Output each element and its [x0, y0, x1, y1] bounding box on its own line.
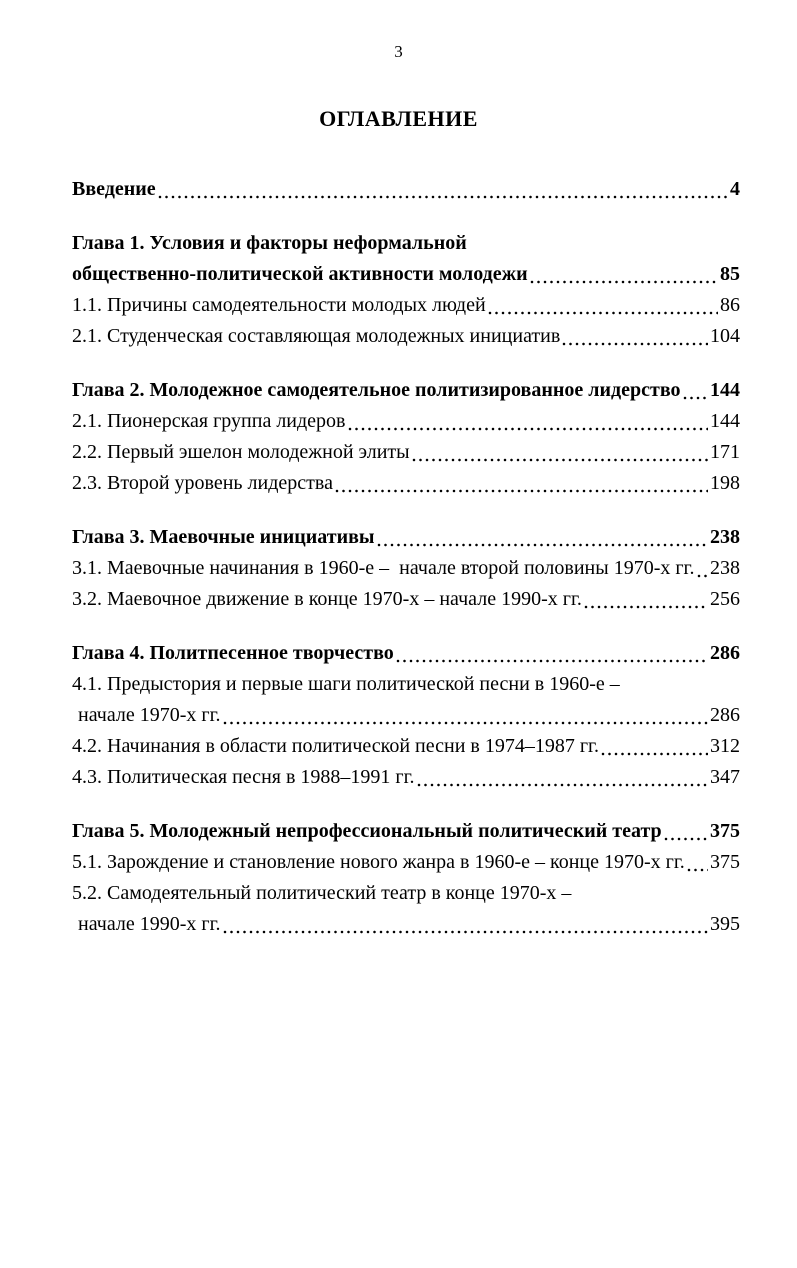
toc-entry — [72, 731, 740, 762]
entry-page-number: 104 — [710, 325, 740, 347]
entry-page-number: 85 — [720, 263, 740, 285]
entry-page-number: 347 — [710, 766, 740, 788]
entry-text: Глава 4. Политпесенное творчество — [72, 642, 394, 664]
entry-page-number: 375 — [710, 820, 740, 842]
toc-entry — [72, 638, 740, 669]
entry-text: Введение — [72, 178, 156, 200]
toc-entry — [72, 669, 740, 731]
entry-page-number: 395 — [710, 913, 740, 935]
leader-dots — [158, 195, 728, 199]
leader-dots — [664, 837, 708, 841]
entry-text: 5.1. Зарождение и становление нового жанра в 1960-е – конце 1970-х гг. — [72, 851, 685, 873]
entry-text: 1.1. Причины самодеятельности молодых людей — [72, 294, 486, 316]
toc-entry — [72, 816, 740, 847]
entry-page-number: 238 — [710, 526, 740, 548]
leader-dots — [348, 427, 709, 431]
entry-page-number: 171 — [710, 441, 740, 463]
toc-line — [72, 522, 740, 553]
toc-entry — [72, 468, 740, 499]
toc-entry — [72, 321, 740, 352]
toc-line — [72, 909, 740, 940]
toc-line — [72, 406, 740, 437]
leader-dots — [223, 930, 708, 934]
entry-text: 4.3. Политическая песня в 1988–1991 гг. — [72, 766, 415, 788]
entry-text: 2.1. Студенческая составляющая молодежных инициатив — [72, 325, 561, 347]
toc-entry — [72, 406, 740, 437]
leader-dots — [584, 605, 708, 609]
toc-line — [72, 847, 740, 878]
leader-dots — [335, 489, 708, 493]
entry-page-number: 238 — [710, 557, 740, 579]
leader-dots — [697, 574, 709, 578]
toc-line — [72, 437, 740, 468]
entry-page-number: 4 — [730, 178, 740, 200]
entry-text: Глава 5. Молодежный непрофессиональный политический театр — [72, 820, 662, 842]
toc-entry — [72, 762, 740, 793]
leader-dots — [683, 396, 709, 400]
entry-text: 3.2. Маевочное движение в конце 1970-х – начале 1990-х гг. — [72, 588, 582, 610]
leader-dots — [223, 721, 708, 725]
toc-entry — [72, 290, 740, 321]
toc-line — [72, 321, 740, 352]
entry-text: 3.1. Маевочные начинания в 1960-е – начале второй половины 1970-х гг. — [72, 557, 695, 579]
leader-dots — [562, 342, 708, 346]
toc-line — [72, 762, 740, 793]
toc-line — [72, 259, 740, 290]
entry-text: начале 1970-х гг. — [78, 704, 221, 726]
toc-line — [72, 375, 740, 406]
leader-dots — [396, 659, 708, 663]
entry-text: Глава 1. Условия и факторы неформальной — [72, 232, 467, 254]
leader-dots — [417, 783, 708, 787]
entry-text: 4.2. Начинания в области политической песни в 1974–1987 гг. — [72, 735, 600, 757]
toc-line — [72, 669, 740, 700]
toc-entry — [72, 174, 740, 205]
toc-entry — [72, 553, 740, 584]
entry-text: 5.2. Самодеятельный политический театр в конце 1970-х – — [72, 882, 572, 904]
entry-text: начале 1990-х гг. — [78, 913, 221, 935]
toc-entry — [72, 375, 740, 406]
entry-page-number: 375 — [710, 851, 740, 873]
leader-dots — [687, 868, 708, 872]
entry-text: 2.1. Пионерская группа лидеров — [72, 410, 346, 432]
leader-dots — [488, 311, 718, 315]
toc-line — [72, 816, 740, 847]
toc-line — [72, 468, 740, 499]
page-number: 3 — [394, 42, 403, 61]
entry-text: 4.1. Предыстория и первые шаги политической песни в 1960-е – — [72, 673, 620, 695]
leader-dots — [601, 752, 708, 756]
toc-line — [72, 878, 740, 909]
entry-text: 2.3. Второй уровень лидерства — [72, 472, 333, 494]
entry-page-number: 312 — [710, 735, 740, 757]
toc-entry — [72, 847, 740, 878]
entry-page-number: 286 — [710, 642, 740, 664]
toc-line — [72, 731, 740, 762]
leader-dots — [530, 280, 718, 284]
toc-entry — [72, 878, 740, 940]
entry-page-number: 144 — [710, 410, 740, 432]
toc-entry — [72, 228, 740, 290]
entry-text: Глава 3. Маевочные инициативы — [72, 526, 375, 548]
entry-page-number: 198 — [710, 472, 740, 494]
toc-entry — [72, 584, 740, 615]
entry-page-number: 144 — [710, 379, 740, 401]
entry-page-number: 86 — [720, 294, 740, 316]
toc-line — [72, 700, 740, 731]
toc-line — [72, 584, 740, 615]
toc-line — [72, 290, 740, 321]
entry-text: 2.2. Первый эшелон молодежной элиты — [72, 441, 410, 463]
entry-text: общественно-политической активности молодежи — [72, 263, 528, 285]
toc-line — [72, 174, 740, 205]
toc-entry — [72, 437, 740, 468]
toc-line — [72, 553, 740, 584]
toc-title: ОГЛАВЛЕНИЕ — [319, 106, 478, 131]
entry-page-number: 286 — [710, 704, 740, 726]
leader-dots — [377, 543, 708, 547]
leader-dots — [412, 458, 708, 462]
toc-list — [0, 174, 797, 940]
toc-entry — [72, 522, 740, 553]
toc-line — [72, 228, 740, 259]
entry-text: Глава 2. Молодежное самодеятельное политизированное лидерство — [72, 379, 681, 401]
toc-line — [72, 638, 740, 669]
entry-page-number: 256 — [710, 588, 740, 610]
